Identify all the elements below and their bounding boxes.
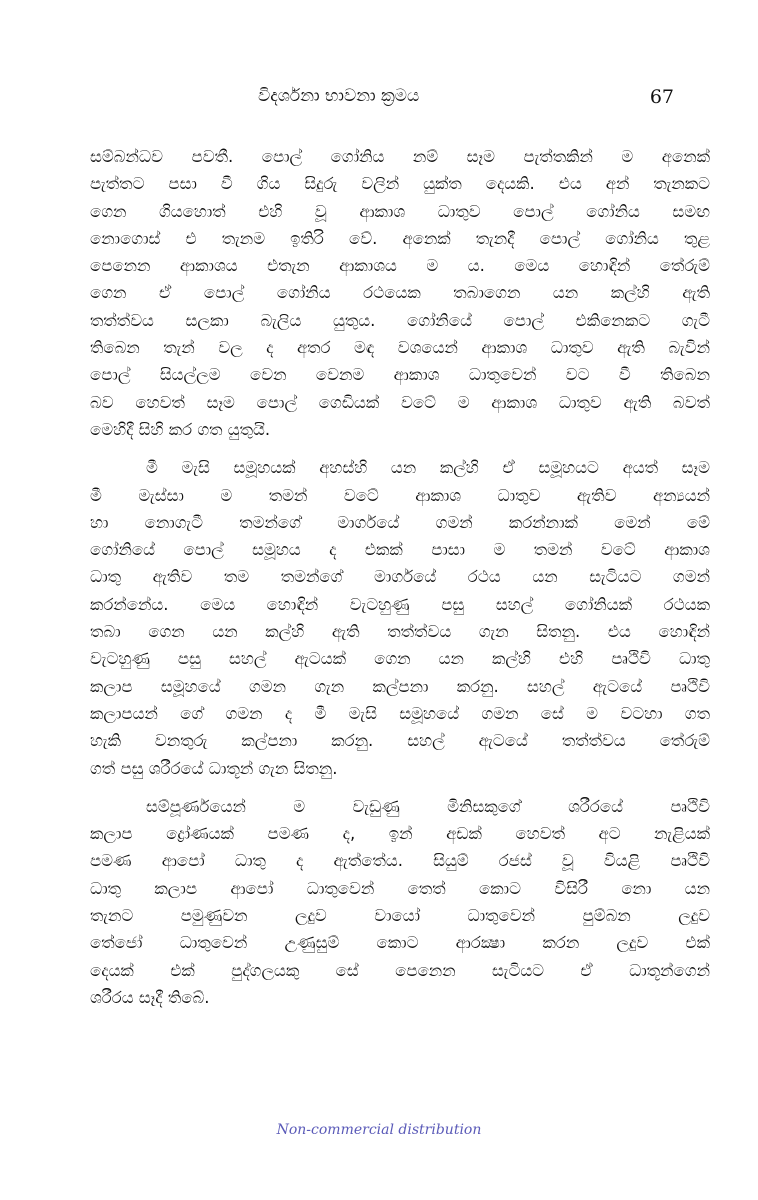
text-line: මී මැසි සමූහයක් අහස්හි යන කල්හි ඒ සමූහයට අයත් සෑම <box>146 458 710 478</box>
text-line: දෙයක් එක් පුද්ගලයකු සේ පෙනෙන සැටියට ඒ ධාතූන්ගෙන් <box>90 960 710 980</box>
text-line: ගෙන ගියහොත් එහි වූ ආකාශ ධාතුව පොල් ගෝනිය සමඟ <box>90 201 710 221</box>
text-line: ගෝනියේ පොල් සමූහය ද එකක් පාසා ම තමන් වටේ ආකාශ <box>90 540 710 560</box>
text-line: තබා ගෙන යන කල්හි ඇති තත්ත්වය ගැන සිතනු. එය හොඳින් <box>90 622 710 642</box>
running-title: විදර්ශනා භාවනා ක්‍රමය <box>258 86 420 106</box>
text-line: සම්පූර්ණයෙන් ම වැඩුණු මිනිසකුගේ ශරීරයේ පෘථිවි <box>146 796 710 816</box>
text-line: ධාතු ඇතිව තම තමන්ගේ මාර්ගයේ රථය යන සැටියට ගමන් <box>90 567 710 587</box>
text-line: කරන්නේය. මෙය හොඳින් වැටහුණු පසු සහල් ගෝනියක් රථයක <box>90 594 710 614</box>
text-line: මී මැස්සා ම තමන් වටේ ආකාශ ධාතුව ඇතිව අන්‍යයන් <box>90 485 710 505</box>
text-line: වැටහුණු පසු සහල් ඇටයක් ගෙන යන කල්හි එහි පෘථිවි ධාතු <box>90 649 710 669</box>
text-line: හා නොගැටී තමන්ගේ මාර්ගයේ ගමන් කරන්නාක් මෙන් මේ <box>90 512 710 532</box>
paragraph-1 <box>90 143 710 443</box>
paragraph-2 <box>90 454 710 782</box>
page-number: 67 <box>649 86 674 108</box>
body-text <box>90 143 710 1022</box>
text-line: තිබෙන තැන් වල ද අතර මඳ වශයෙන් ආකාශ ධාතුව ඇති බැවින් <box>90 338 710 358</box>
text-line: ගත් පසු ශරීරයේ ධාතූන් ගැන සිතනු. <box>90 758 338 778</box>
text-line: මෙහිදී සිහි කර ගත යුතුයි. <box>90 419 271 439</box>
text-line: පැත්තට පසා වී ගිය සිදුරු වලින් යුක්ත දෙයකි. එය අන් තැනකට <box>90 174 710 194</box>
text-line: ධාතු කලාප ආපෝ ධාතුවෙන් තෙත් කොට විසිරී නො යන <box>90 878 710 898</box>
distribution-footer: Non-commercial distribution <box>276 1122 482 1138</box>
text-line: සම්බන්ධව පවතී. පොල් ගෝනිය නම් සෑම පැත්තකින් ම අනෙක් <box>90 147 710 166</box>
paragraph-3 <box>90 793 710 1011</box>
text-line: කලාප සමූහයේ ගමන ගැන කල්පනා කරනු. සහල් ඇටයේ පෘථිවි <box>90 676 710 696</box>
text-line: ශරීරය සෑදී තිබේ. <box>90 987 210 1007</box>
text-line: ගෙන ඒ පොල් ගෝනිය රථයෙක තබාගෙන යන කල්හි ඇති <box>90 283 710 303</box>
text-line: කලාපයන් ගේ ගමන ද මී මැසි සමූහයේ ගමන සේ ම වටහා ගත <box>90 703 710 723</box>
text-line: නොගොස් එ තැනම ඉතිරි වේ. අනෙක් තැනදී පොල් ගෝනිය තුළ <box>90 228 710 248</box>
text-line: කලාප ද්‍රෝණයක් පමණ ද, ඉන් අඩක් හෙවත් අට නැළියක් <box>90 824 710 844</box>
text-line: හැකි වනතුරු කල්පනා කරනු. සහල් ඇටයේ තත්ත්වය තේරුම් <box>90 731 710 751</box>
text-line: පෙනෙන ආකාශය එතැන ආකාශය ම ය. මෙය හොඳින් තේරුම් <box>90 256 710 276</box>
text-line: පමණ ආපෝ ධාතු ද ඇත්තේය. සියුම් රජස් වූ වියළි පෘථිවි <box>90 851 710 871</box>
text-line: පොල් සියල්ලම වෙන වෙනම ආකාශ ධාතුවෙන් වට වී තිබෙන <box>90 365 710 385</box>
text-line: තැනට පමුණුවන ලදුව වායෝ ධාතුවෙන් පුම්බන ලදුව <box>90 906 710 926</box>
text-line: බව හෙවත් සෑම පොල් ගෙඩියක් වටේ ම ආකාශ ධාතුව ඇති බවත් <box>90 392 710 412</box>
text-line: තත්ත්වය සලකා බැලිය යුතුය. ගෝනියේ පොල් එකිනෙකට ගැටී <box>90 310 710 330</box>
running-head <box>258 86 674 116</box>
text-line: තේජෝ ධාතුවෙන් උණුසුම් කොට ආරක්‍ෂා කරන ලදුව එක් <box>90 933 710 953</box>
